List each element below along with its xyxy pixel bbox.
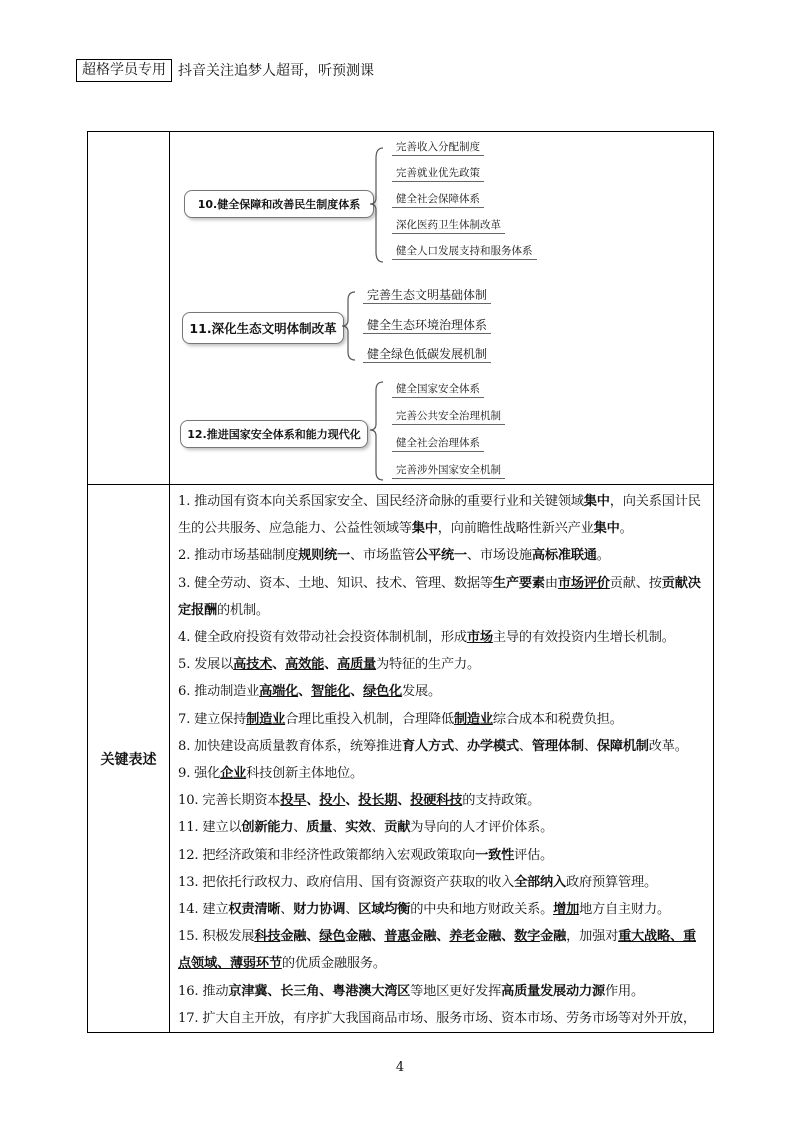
brace-10 [368, 146, 384, 264]
statement-text: 13. 把依托行政权力、政府信用、国有资源资产获取的收入 [178, 874, 515, 890]
content-table [87, 131, 714, 1033]
statement-text: 评估。 [514, 847, 554, 863]
key-statement-item [178, 570, 705, 624]
statement-text: 、市场监管 [350, 548, 415, 564]
leaf-11-1: 完善生态文明基础体制 [363, 287, 491, 304]
statement-underlined: 投早 [280, 793, 307, 809]
page-number: 4 [395, 1060, 405, 1075]
statement-underlined: 高技术 [233, 657, 273, 673]
statement-bold: 区域均衡 [358, 902, 411, 918]
statement-bold: 保障机制 [596, 738, 649, 754]
statement-bold: 、 [350, 684, 364, 700]
page-header [76, 58, 374, 82]
key-statement-item [178, 923, 705, 977]
statement-bold: 、 [324, 657, 338, 673]
statement-text: 6. 推动制造业 [178, 684, 260, 700]
statement-bold: 金融、 [345, 929, 385, 945]
statement-text: 。 [619, 521, 633, 537]
statement-text: 、 [280, 902, 294, 918]
statement-text: 的中央和地方财政关系。 [410, 902, 554, 918]
statement-text: 为导向的人才评价体系。 [410, 820, 554, 836]
node-title: 10.健全保障和改善民生制度体系 [197, 198, 361, 211]
statement-text: 主导的有效投资内生增长机制。 [492, 630, 675, 646]
key-statement-item [178, 814, 705, 841]
statement-text: 等地区更好发挥 [410, 983, 502, 999]
statement-underlined: 智能化 [311, 684, 351, 700]
statement-bold: 质量 [306, 820, 333, 836]
statement-text: 8. 加快建设高质量教育体系，统筹推进 [178, 738, 402, 754]
key-statement-item [178, 842, 705, 869]
statement-text: 、 [332, 820, 346, 836]
statement-text: 1. 推动国有资本向关系国家安全、国民经济命脉的重要行业和关键领域 [178, 494, 584, 509]
statement-bold: 规则统一 [298, 548, 351, 564]
key-statement-item [178, 488, 705, 542]
statement-text: 10. 完善长期资本 [178, 793, 281, 809]
leaf-11-2: 健全生态环境治理体系 [363, 317, 491, 334]
statement-text: 。 [596, 548, 610, 564]
statement-text: 12. 把经济政策和非经济性政策都纳入宏观政策取向 [178, 847, 476, 863]
statement-bold: 公平统一 [414, 548, 467, 564]
statement-text: ，向关系国计民生的公共服务、应急能力、公益性领域等 [178, 494, 701, 537]
statement-underlined: 高效能 [285, 657, 325, 673]
statement-underlined: 绿色化 [363, 684, 403, 700]
statement-bold: 、 [306, 793, 320, 809]
statement-text: 政府预算管理。 [566, 874, 657, 890]
statement-text: 、 [518, 738, 532, 754]
brace-12 [368, 380, 384, 482]
statement-text: 15. 积极发展 [178, 929, 255, 945]
statement-bold: 金融、 [475, 929, 515, 945]
statement-underlined: 企业 [220, 766, 247, 782]
statement-text: 作用。 [605, 983, 644, 999]
statement-text: 合理比重投入机制，合理降低 [285, 711, 454, 727]
statement-text: 的优质金融服务。 [281, 956, 386, 972]
statement-underlined: 高质量 [337, 657, 377, 673]
leaf-12-2: 完善公共安全治理机制 [392, 408, 505, 425]
leaf-11-3: 健全绿色低碳发展机制 [363, 346, 491, 363]
statement-underlined: 投长期 [358, 793, 398, 809]
statement-text: 、 [293, 820, 307, 836]
statement-text: 、市场设施 [466, 548, 532, 564]
key-statement-item [178, 542, 705, 569]
statement-text: 地方自主财力。 [579, 902, 670, 918]
statement-bold: 办学模式 [466, 738, 519, 754]
statement-bold: 、 [345, 793, 359, 809]
statement-underlined: 投小 [319, 793, 346, 809]
statement-underlined: 市场 [466, 630, 493, 646]
brace-11 [340, 290, 356, 362]
statement-text: 改革。 [648, 738, 688, 754]
leaf-12-4: 完善涉外国家安全机制 [392, 462, 505, 479]
statement-underlined: 重大战略、重点领域、薄弱环节 [178, 929, 696, 972]
statement-text: 的支持政策。 [462, 793, 541, 809]
statement-underlined: 投硬科技 [410, 793, 463, 809]
leaf-10-3: 健全社会保障体系 [392, 191, 484, 208]
node-title: 11.深化生态文明体制改革 [189, 321, 337, 336]
statement-text: 14. 建立 [178, 902, 229, 918]
statement-text: 4. 健全政府投资有效带动社会投资体制机制，形成 [178, 630, 467, 646]
key-statements-row [88, 485, 714, 1033]
statement-underlined: 数字 [514, 929, 541, 945]
key-statement-item [178, 733, 705, 760]
statement-text: 11. 建立以 [178, 820, 242, 836]
statement-bold: 财力协调 [293, 902, 346, 918]
statement-bold: 金融 [540, 929, 567, 945]
statement-bold: 全部纳入 [514, 874, 567, 890]
statement-bold: 管理体制 [531, 738, 584, 754]
node-title: 12.推进国家安全体系和能力现代化 [187, 428, 361, 441]
statement-underlined: 增加 [553, 902, 580, 918]
key-statement-item [178, 1005, 705, 1032]
statement-bold: 集中 [411, 521, 438, 537]
leaf-12-3: 健全社会治理体系 [392, 435, 484, 452]
statement-bold: 金融、 [410, 929, 450, 945]
statement-text: 2. 推动市场基础制度 [178, 548, 299, 564]
statement-bold: 、 [397, 793, 411, 809]
statement-text: 、 [583, 738, 597, 754]
key-statement-item [178, 869, 705, 896]
mindmap-label-cell [88, 132, 170, 485]
key-statement-item [178, 978, 705, 1005]
statement-text: ，向前瞻性战略性新兴产业 [437, 521, 594, 537]
statement-underlined: 制造业 [246, 711, 286, 727]
mindmap-node-12 [180, 420, 368, 448]
statement-bold: 、 [272, 657, 286, 673]
statement-text: 科技创新主体地位。 [246, 766, 364, 782]
statement-bold: 生产要素 [492, 575, 545, 591]
statement-underlined: 市场评价 [557, 575, 610, 591]
key-statement-item [178, 678, 705, 705]
statement-underlined: 高端化 [259, 684, 299, 700]
key-statement-item [178, 706, 705, 733]
statement-text: 综合成本和税费负担。 [492, 711, 623, 727]
mindmap [170, 132, 713, 484]
statement-text: 7. 建立保持 [178, 711, 247, 727]
statement-bold: 贡献决定报酬 [178, 575, 701, 618]
statement-text: 、 [371, 820, 385, 836]
statement-underlined: 养老 [449, 929, 476, 945]
mindmap-node-10 [184, 190, 374, 218]
statement-text: 、 [453, 738, 467, 754]
leaf-10-4: 深化医药卫生体制改革 [392, 217, 505, 234]
key-statements-label: 关键表述 [88, 485, 170, 1033]
key-statement-item [178, 896, 705, 923]
leaf-10-1: 完善收入分配制度 [392, 139, 484, 156]
statement-bold: 集中 [583, 494, 610, 509]
statement-bold: 一致性 [475, 847, 515, 863]
statement-bold: 创新能力 [241, 820, 294, 836]
statement-bold: 高标准联通 [531, 548, 597, 564]
statement-text: 5. 发展以 [178, 657, 234, 673]
header-text: 抖音关注追梦人超哥，听预测课 [178, 63, 374, 79]
statement-text: 17. 扩大自主开放，有序扩大我国商品市场、服务市场、资本市场、劳务市场等对外开放， [178, 1010, 696, 1026]
mindmap-node-11 [182, 312, 344, 344]
key-statements-list [170, 485, 714, 1033]
mindmap-row [88, 132, 714, 485]
statement-text: 16. 推动 [178, 983, 229, 999]
statement-text: 3. 健全劳动、资本、土地、知识、技术、管理、数据等 [178, 575, 493, 591]
statement-bold: 集中 [593, 521, 620, 537]
key-statement-item [178, 760, 705, 787]
statement-underlined: 科技 [254, 929, 281, 945]
statement-text: 9. 强化 [178, 766, 221, 782]
statement-text: ，加强对 [566, 929, 619, 945]
leaf-10-2: 完善就业优先政策 [392, 165, 484, 182]
statement-bold: 、 [298, 684, 312, 700]
statement-bold: 金融、 [280, 929, 320, 945]
statement-text: 为特征的生产力。 [376, 657, 480, 673]
statement-underlined: 制造业 [453, 711, 493, 727]
leaf-10-5: 健全人口发展支持和服务体系 [392, 243, 537, 260]
key-statement-item [178, 787, 705, 814]
statement-text: 发展。 [402, 684, 441, 700]
statement-bold: 贡献 [384, 820, 411, 836]
leaf-12-1: 健全国家安全体系 [392, 381, 484, 398]
statement-text: 由 [544, 575, 558, 591]
key-statement-item [178, 624, 705, 651]
statement-bold: 高质量发展动力源 [501, 983, 605, 999]
statement-underlined: 普惠 [384, 929, 411, 945]
statement-text: 、 [345, 902, 359, 918]
statement-underlined: 绿色 [319, 929, 346, 945]
statement-bold: 权责清晰 [228, 902, 281, 918]
statement-bold: 实效 [345, 820, 372, 836]
statement-bold: 育人方式 [401, 738, 454, 754]
header-badge: 超格学员专用 [76, 59, 172, 82]
statement-text: 贡献、按 [609, 575, 662, 591]
key-statement-item [178, 651, 705, 678]
statement-bold: 京津冀、长三角、粤港澳大湾区 [228, 983, 411, 999]
statement-text: 的机制。 [216, 602, 269, 618]
